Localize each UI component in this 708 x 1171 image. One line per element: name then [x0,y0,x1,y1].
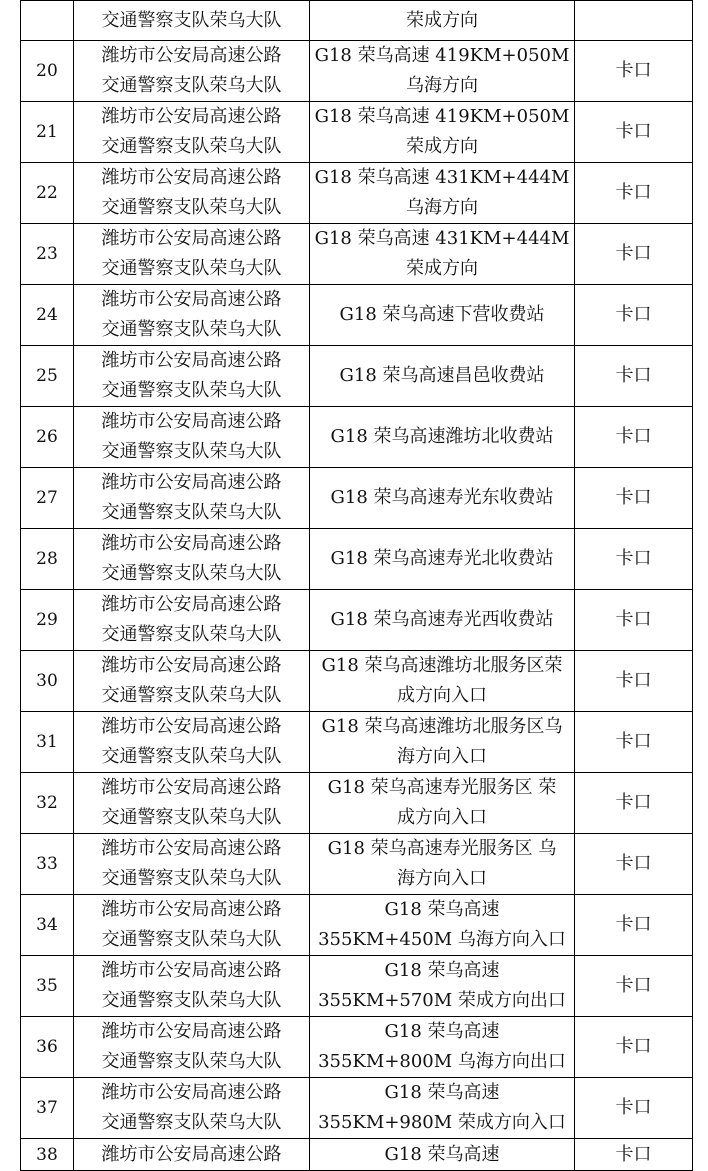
unit-line: 交通警察支队荣乌大队 [101,990,282,1011]
unit-line: 潍坊市公安局高速公路 [101,1082,282,1103]
location-line: G18 荣乌高速下营收费站 [339,304,545,325]
table-row-continued [21,1,693,41]
location-cell [310,346,575,407]
type-cell: 卡口 [575,529,693,590]
location-cell [310,895,575,956]
table-row [21,956,693,1017]
table-row [21,712,693,773]
table-row [21,834,693,895]
row-number-cell: 20 [21,41,74,102]
unit-cell [74,1017,310,1078]
table-row [21,651,693,712]
table-row-partial [21,1139,693,1171]
location-cell [310,102,575,163]
unit-line: 潍坊市公安局高速公路 [101,716,282,737]
unit-cell [74,590,310,651]
location-line: 乌海方向 [406,75,478,96]
location-line: 荣成方向 [406,136,478,157]
unit-line: 交通警察支队荣乌大队 [101,502,282,523]
unit-cell [74,773,310,834]
type-cell: 卡口 [575,895,693,956]
type-cell: 卡口 [575,651,693,712]
unit-line: 潍坊市公安局高速公路 [101,1021,282,1042]
unit-line: 潍坊市公安局高速公路 [101,228,282,249]
unit-cell [74,468,310,529]
unit-cell [74,529,310,590]
location-line: G18 荣乌高速 [384,1082,500,1103]
unit-cell [74,712,310,773]
location-line: 荣成方向 [406,258,478,279]
location-cell [310,224,575,285]
unit-line: 潍坊市公安局高速公路 [101,411,282,432]
location-line: G18 荣乌高速 419KM+050M [314,45,570,66]
row-number-cell: 28 [21,529,74,590]
location-cell [310,590,575,651]
type-cell: 卡口 [575,590,693,651]
location-cell: 荣成方向 [310,1,575,41]
unit-line: 潍坊市公安局高速公路 [101,777,282,798]
location-line: 乌海方向 [406,197,478,218]
location-line: 成方向入口 [397,685,487,706]
location-cell [310,41,575,102]
location-cell: G18 荣乌高速 [310,1139,575,1171]
unit-line: 交通警察支队荣乌大队 [101,1051,282,1072]
location-line: G18 荣乌高速 [384,1021,500,1042]
table-row [21,590,693,651]
location-line: 成方向入口 [397,807,487,828]
location-line: 355KM+570M 荣成方向出口 [318,990,566,1011]
unit-line: 交通警察支队荣乌大队 [101,258,282,279]
location-cell [310,834,575,895]
location-cell [310,712,575,773]
row-number-cell: 35 [21,956,74,1017]
unit-cell [74,102,310,163]
location-cell [310,651,575,712]
row-number-cell: 24 [21,285,74,346]
type-cell: 卡口 [575,41,693,102]
location-line: 355KM+450M 乌海方向入口 [318,929,566,950]
location-cell [310,1017,575,1078]
location-cell [310,468,575,529]
table-row [21,529,693,590]
unit-line: 交通警察支队荣乌大队 [101,1112,282,1133]
unit-cell [74,407,310,468]
unit-line: 交通警察支队荣乌大队 [101,868,282,889]
unit-cell [74,285,310,346]
location-cell [310,956,575,1017]
row-number-cell: 37 [21,1078,74,1139]
location-cell [310,773,575,834]
unit-cell: 潍坊市公安局高速公路 [74,1139,310,1171]
table-row [21,1078,693,1139]
unit-line: 潍坊市公安局高速公路 [101,960,282,981]
unit-cell [74,651,310,712]
location-line: G18 荣乌高速寿光服务区 乌 [327,838,557,859]
location-line: G18 荣乌高速寿光西收费站 [330,609,554,630]
row-number-cell: 34 [21,895,74,956]
unit-line: 潍坊市公安局高速公路 [101,655,282,676]
table-row [21,895,693,956]
unit-line: 潍坊市公安局高速公路 [101,106,282,127]
unit-line: 交通警察支队荣乌大队 [101,685,282,706]
location-line: G18 荣乌高速潍坊北服务区荣 [321,655,563,676]
location-line: G18 荣乌高速 419KM+050M [314,106,570,127]
unit-line: 交通警察支队荣乌大队 [101,319,282,340]
unit-line: 交通警察支队荣乌大队 [101,136,282,157]
location-line: 海方向入口 [397,868,487,889]
location-line: 355KM+800M 乌海方向出口 [318,1051,566,1072]
location-line: G18 荣乌高速寿光服务区 荣 [327,777,557,798]
table-row [21,773,693,834]
location-line: G18 荣乌高速寿光北收费站 [330,548,554,569]
type-cell: 卡口 [575,468,693,529]
unit-line: 潍坊市公安局高速公路 [101,289,282,310]
row-number-cell: 22 [21,163,74,224]
unit-cell [74,346,310,407]
location-line: G18 荣乌高速 431KM+444M [314,167,570,188]
row-number-cell: 23 [21,224,74,285]
type-cell: 卡口 [575,163,693,224]
row-number-cell: 38 [21,1139,74,1171]
row-number-cell: 36 [21,1017,74,1078]
unit-cell [74,41,310,102]
location-cell [310,163,575,224]
location-line: G18 荣乌高速 [384,960,500,981]
row-number-cell: 31 [21,712,74,773]
type-cell: 卡口 [575,773,693,834]
table-row [21,1017,693,1078]
checkpoint-table [20,0,693,1171]
table-row [21,407,693,468]
table-row [21,285,693,346]
unit-line: 潍坊市公安局高速公路 [101,594,282,615]
row-number-cell: 27 [21,468,74,529]
unit-line: 交通警察支队荣乌大队 [101,807,282,828]
type-cell: 卡口 [575,834,693,895]
type-cell: 卡口 [575,956,693,1017]
type-cell: 卡口 [575,712,693,773]
unit-line: 潍坊市公安局高速公路 [101,45,282,66]
table-row [21,468,693,529]
unit-line: 交通警察支队荣乌大队 [101,929,282,950]
unit-line: 潍坊市公安局高速公路 [101,838,282,859]
location-line: G18 荣乌高速寿光东收费站 [330,487,554,508]
unit-cell [74,956,310,1017]
unit-line: 潍坊市公安局高速公路 [101,472,282,493]
table-row [21,224,693,285]
location-line: 海方向入口 [397,746,487,767]
unit-cell [74,163,310,224]
checkpoint-table-page [20,0,688,1168]
location-line: 355KM+980M 荣成方向入口 [318,1112,566,1133]
location-cell [310,1078,575,1139]
unit-cell [74,834,310,895]
unit-cell [74,895,310,956]
table-row [21,163,693,224]
unit-line: 交通警察支队荣乌大队 [101,380,282,401]
type-cell: 卡口 [575,346,693,407]
unit-line: 潍坊市公安局高速公路 [101,899,282,920]
unit-line: 交通警察支队荣乌大队 [101,197,282,218]
row-number-cell: 30 [21,651,74,712]
checkpoint-table-body [21,1,693,1171]
type-cell: 卡口 [575,1139,693,1171]
location-cell [310,529,575,590]
location-line: G18 荣乌高速 [384,899,500,920]
unit-line: 交通警察支队荣乌大队 [101,75,282,96]
type-cell: 卡口 [575,224,693,285]
unit-line: 交通警察支队荣乌大队 [101,563,282,584]
location-cell [310,285,575,346]
unit-line: 潍坊市公安局高速公路 [101,533,282,554]
table-row [21,346,693,407]
type-cell: 卡口 [575,407,693,468]
row-number-cell: 25 [21,346,74,407]
type-cell: 卡口 [575,102,693,163]
type-cell: 卡口 [575,285,693,346]
type-cell: 卡口 [575,1078,693,1139]
location-cell [310,407,575,468]
location-line: G18 荣乌高速 431KM+444M [314,228,570,249]
location-line: G18 荣乌高速潍坊北收费站 [330,426,554,447]
row-number-cell: 33 [21,834,74,895]
unit-line: 交通警察支队荣乌大队 [101,746,282,767]
row-number-cell: 21 [21,102,74,163]
table-row [21,41,693,102]
unit-line: 交通警察支队荣乌大队 [101,624,282,645]
unit-line: 交通警察支队荣乌大队 [101,441,282,462]
row-number-cell: 26 [21,407,74,468]
type-cell [575,1,693,41]
row-number-cell [21,1,74,41]
row-number-cell: 32 [21,773,74,834]
row-number-cell: 29 [21,590,74,651]
unit-cell [74,224,310,285]
unit-line: 潍坊市公安局高速公路 [101,350,282,371]
unit-line: 潍坊市公安局高速公路 [101,167,282,188]
location-line: G18 荣乌高速潍坊北服务区乌 [321,716,563,737]
location-line: G18 荣乌高速昌邑收费站 [339,365,545,386]
table-row [21,102,693,163]
type-cell: 卡口 [575,1017,693,1078]
unit-cell: 交通警察支队荣乌大队 [74,1,310,41]
unit-cell [74,1078,310,1139]
